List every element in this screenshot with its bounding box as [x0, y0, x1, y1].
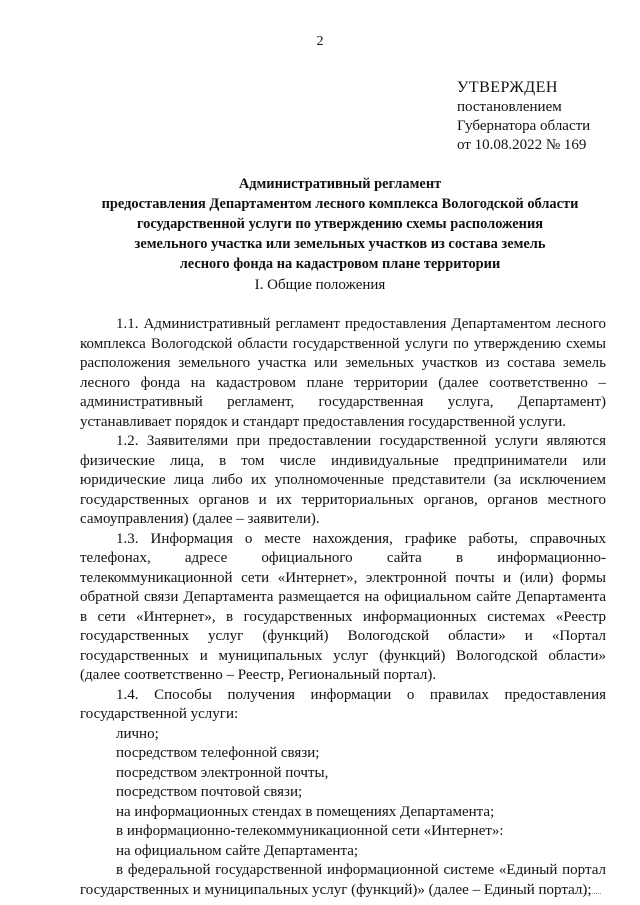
list-item: на информационных стендах в помещениях Департамента;: [116, 803, 495, 820]
title-line-4: земельного участка или земельных участков из состава земель: [134, 236, 546, 252]
list-item: посредством телефонной связи;: [116, 745, 320, 761]
title-line-1: Административный регламент: [238, 176, 442, 192]
approval-title: УТВЕРЖДЕН: [457, 79, 558, 96]
scan-artifact: [565, 893, 601, 896]
approval-block: [457, 78, 590, 155]
paragraph-1-2: 1.2. Заявителями при предоставлении государственной услуги являются физические лица, в том числе индивидуальные предприниматели или юридические лица либо их уполномоченные представители (за исключением государственных органов и их территориальных органов, органов местного самоуправления) (далее – заявители).: [80, 433, 606, 527]
paragraph-1-3: 1.3. Информация о месте нахождения, графике работы, справочных телефонах, адресе официального сайта в информационно-телекоммуникационной сети «Интернет», электронной почты и (или) формы обратной связи Департамента размещается на официальном сайте Департамента в сети «Интернет», в государственных информационных системах «Реестр государственных услуг (функций) Вологодской области» и «Портал государственных и муниципальных услуг (функций) Вологодской области» (далее соответственно – Реестр, Региональный портал).: [80, 530, 606, 683]
title-line-3: государственной услуги по утверждению схемы расположения: [136, 216, 544, 232]
list-item: в федеральной государственной информационной системе «Единый портал государственных и муниципальных услуг (функций)» (далее – Единый портал);: [80, 862, 606, 898]
paragraph-1-1: 1.1. Административный регламент предоставления Департаментом лесного комплекса Вологодской области государственной услуги по утверждению схемы расположения земельного участка или земельных участков из состава земель лесного фонда на кадастровом плане территории (далее соответственно – административный регламент, государственная услуга, Департамент) устанавливает порядок и стандарт предоставления государственной услуги.: [80, 316, 606, 430]
list-item: лично;: [116, 725, 159, 742]
section-heading: I. Общие положения: [254, 277, 386, 293]
section-body: [80, 315, 606, 900]
document-title: [60, 174, 620, 274]
paragraph-1-4: 1.4. Способы получения информации о правилах предоставления государственной услуги:: [80, 686, 606, 722]
approval-line-3: от 10.08.2022 № 169: [457, 137, 587, 153]
list-item: посредством почтовой связи;: [116, 784, 303, 800]
page-number: 2: [316, 34, 324, 49]
title-line-2: предоставления Департаментом лесного комплекса Вологодской области: [101, 196, 579, 212]
list-item: на официальном сайте Департамента;: [116, 842, 359, 859]
approval-line-1: постановлением: [457, 99, 562, 115]
title-line-5: лесного фонда на кадастровом плане территории: [179, 256, 501, 272]
list-item: посредством электронной почты,: [116, 764, 329, 781]
approval-line-2: Губернатора области: [457, 118, 591, 134]
list-item: в информационно-телекоммуникационной сети «Интернет»:: [116, 823, 504, 839]
